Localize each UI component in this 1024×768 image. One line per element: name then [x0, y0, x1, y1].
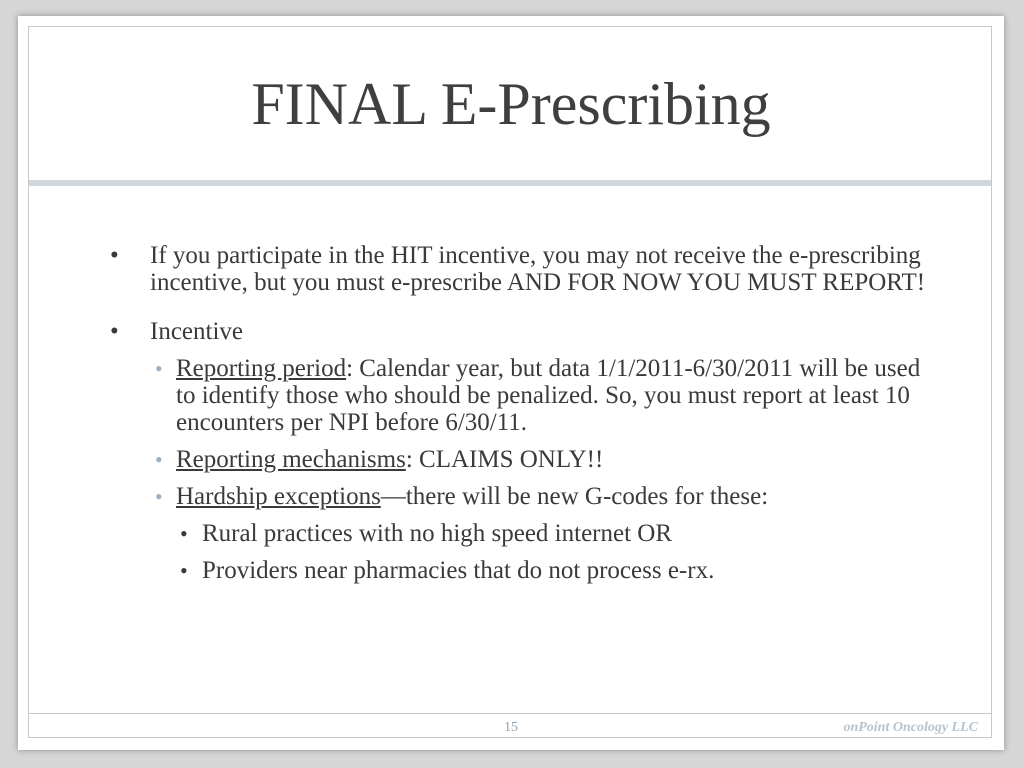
subbullet-reporting-period — [110, 355, 930, 436]
bullet-incentive — [110, 318, 930, 345]
bullet-hit-incentive — [110, 242, 930, 296]
subbullet-marker: • — [155, 447, 163, 472]
bullet-marker: • — [110, 318, 119, 345]
subsubbullet-text: Providers near pharmacies that do not process e-rx. — [202, 557, 715, 584]
subbullet-text: : CLAIMS ONLY!! — [405, 446, 604, 473]
subbullet-hardship-exceptions — [110, 483, 930, 510]
subsubbullet-text: Rural practices with no high speed internet OR — [202, 520, 673, 547]
subbullet-label: Reporting period — [176, 355, 347, 382]
bullet-text: Incentive — [150, 318, 244, 345]
title-divider — [29, 180, 991, 186]
subbullet-marker: • — [155, 484, 163, 509]
subsubbullet-marker: • — [180, 558, 188, 583]
slide-title: FINAL E-Prescribing — [251, 71, 771, 137]
subbullet-reporting-mechanisms — [110, 446, 930, 473]
subsubbullet-rural-practices — [110, 520, 930, 547]
subsubbullet-providers-pharmacies — [110, 557, 930, 584]
subbullet-text: —there will be new G-codes for these: — [380, 483, 769, 510]
slide-content — [110, 242, 930, 584]
footer-divider — [29, 713, 991, 714]
footer-brand: onPoint Oncology LLC — [843, 720, 978, 735]
subbullet-label: Reporting mechanisms — [176, 446, 406, 473]
bullet-marker: • — [110, 242, 119, 269]
subbullet-label: Hardship exceptions — [176, 483, 381, 510]
bullet-text: If you participate in the HIT incentive, you may not receive the e-prescribing incentive, but you must e-prescribe AND FOR NOW YOU MUST REPORT! — [150, 242, 926, 296]
subbullet-text: : Calendar year, but data 1/1/2011-6/30/2011 will be used to identify those who should be penalized. So, you must report at least 10 encounters per NPI before 6/30/11. — [176, 355, 921, 436]
slide — [18, 16, 1004, 750]
subbullet-marker: • — [155, 356, 163, 381]
subsubbullet-marker: • — [180, 521, 188, 546]
page-number: 15 — [504, 720, 518, 735]
